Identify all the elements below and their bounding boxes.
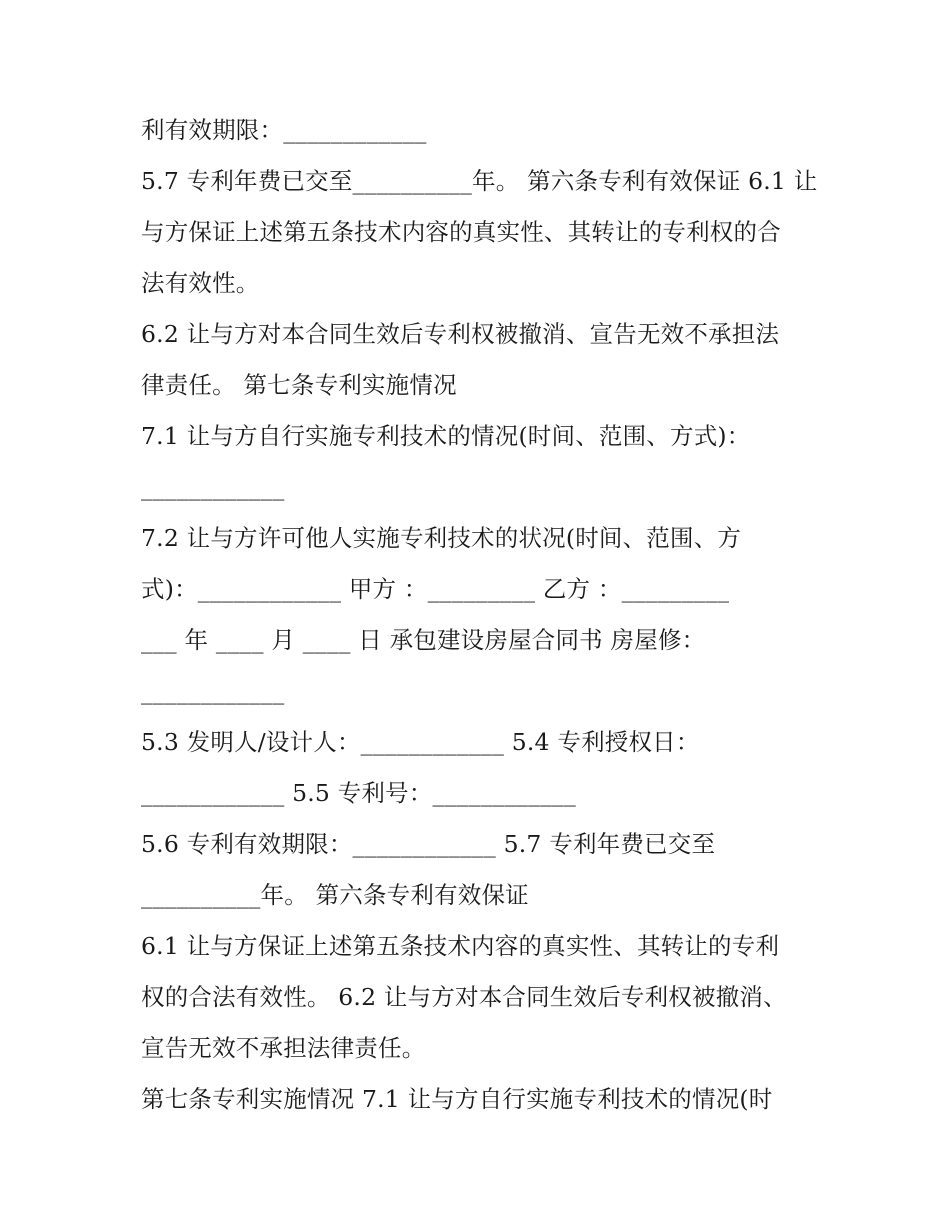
text-line: 5.6 专利有效期限：____________ 5.7 专利年费已交至	[141, 830, 716, 858]
text-line: 律责任。 第七条专利实施情况	[141, 371, 457, 399]
document-body	[141, 108, 831, 1128]
text-line: 7.2 让与方许可他人实施专利技术的状况(时间、范围、方	[141, 524, 742, 552]
text-line: ___ 年 ____ 月 ____ 日 承包建设房屋合同书 房屋修：	[141, 626, 706, 654]
text-line: 宣告无效不承担法律责任。	[141, 1034, 426, 1062]
text-line: 6.1 让与方保证上述第五条技术内容的真实性、其转让的专利	[141, 932, 780, 960]
text-line: 权的合法有效性。 6.2 让与方对本合同生效后专利权被撤消、	[141, 983, 787, 1011]
text-line: 与方保证上述第五条技术内容的真实性、其转让的专利权的合	[141, 218, 781, 246]
text-line: 第七条专利实施情况 7.1 让与方自行实施专利技术的情况(时	[141, 1085, 773, 1113]
text-line: 法有效性。	[141, 269, 260, 297]
text-line: ____________	[141, 473, 285, 501]
text-line: 利有效期限：____________	[141, 116, 427, 144]
text-line: 5.7 专利年费已交至__________年。 第六条专利有效保证 6.1 让	[141, 167, 818, 195]
text-line: ____________	[141, 677, 285, 705]
text-line: 6.2 让与方对本合同生效后专利权被撤消、宣告无效不承担法	[141, 320, 780, 348]
text-line: __________年。 第六条专利有效保证	[141, 881, 529, 909]
text-line: ____________ 5.5 专利号：____________	[141, 779, 576, 807]
text-line: 5.3 发明人/设计人：____________ 5.4 专利授权日：	[141, 728, 700, 756]
text-line: 7.1 让与方自行实施专利技术的情况(时间、范围、方式)：	[141, 422, 751, 450]
text-line: 式)：____________ 甲方 ：_________ 乙方 ：_________	[141, 575, 730, 603]
